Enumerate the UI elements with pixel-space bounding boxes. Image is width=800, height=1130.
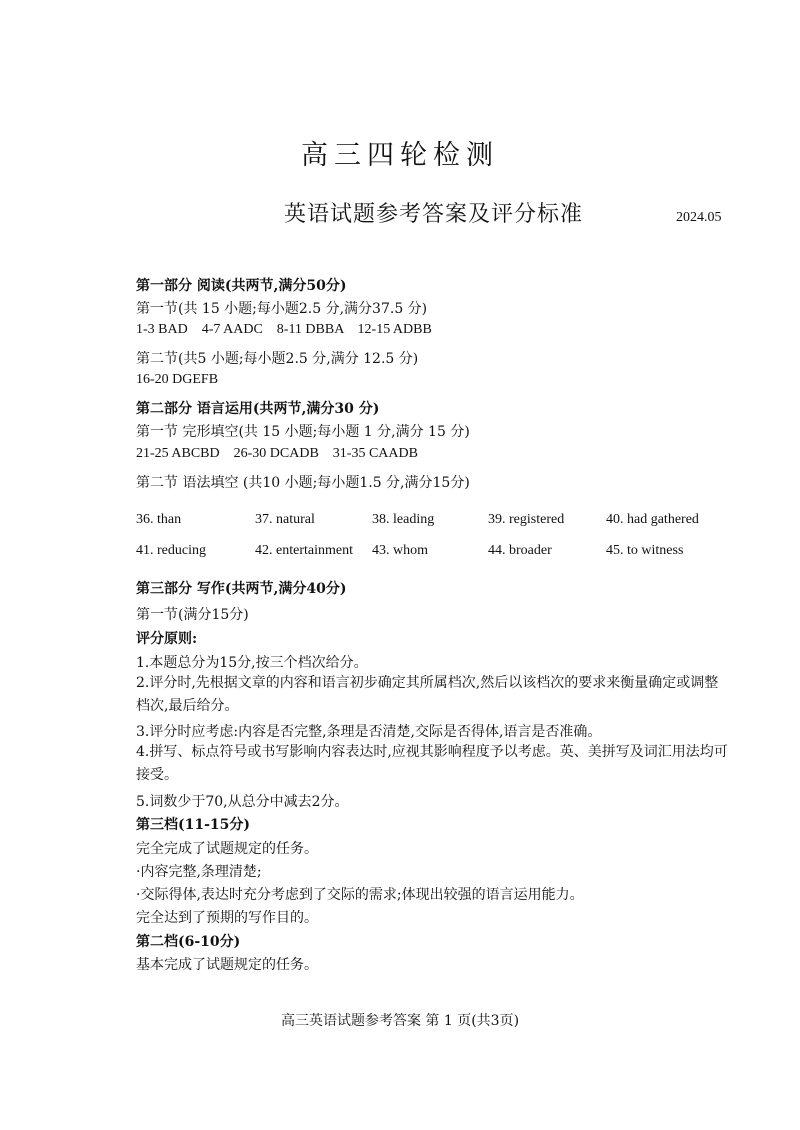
tier3-line: ·内容完整,条理清楚; xyxy=(136,864,262,880)
part1-section2-answers: 16-20 DGEFB xyxy=(136,372,219,387)
scoring-rule-4: 4.拼写、标点符号或书写影响内容表达时,应视其影响程度予以考虑。英、美拼写及词汇用法均可接受。 xyxy=(136,744,728,783)
scoring-rule-2: 2.评分时,先根据文章的内容和语言初步确定其所属档次,然后以该档次的要求来衡量确定或调整档次,最后给分。 xyxy=(136,675,719,714)
scoring-rule-1: 1.本题总分为15分,按三个档次给分。 xyxy=(136,655,368,671)
grammar-answer: 38. leading xyxy=(372,512,435,527)
grammar-answer: 43. whom xyxy=(372,543,428,558)
part1-section2-description: 第二节(共5 小题;每小题2.5 分,满分 12.5 分) xyxy=(136,351,419,367)
grammar-answer: 37. natural xyxy=(255,512,315,527)
grammar-answer: 41. reducing xyxy=(136,543,206,558)
part2-section2-description: 第二节 语法填空 (共10 小题;每小题1.5 分,满分15分) xyxy=(136,475,470,491)
grammar-answer: 44. broader xyxy=(488,543,552,558)
document-date: 2024.05 xyxy=(676,210,722,225)
document-subtitle: 英语试题参考答案及评分标准 xyxy=(284,202,584,227)
grammar-answer: 42. entertainment xyxy=(255,543,353,558)
grammar-answer: 39. registered xyxy=(488,512,565,527)
part1-section1-answers: 1-3 BAD 4-7 AADC 8-11 DBBA 12-15 ADBB xyxy=(136,322,432,337)
tier3-heading: 第三档(11-15分) xyxy=(136,817,251,833)
tier3-line: ·交际得体,表达时充分考虑到了交际的需求;体现出较强的语言运用能力。 xyxy=(136,887,584,903)
part3-section1-description: 第一节(满分15分) xyxy=(136,607,249,623)
tier2-line: 基本完成了试题规定的任务。 xyxy=(136,957,318,973)
part1-heading: 第一部分 阅读(共两节,满分50分) xyxy=(136,278,347,294)
part2-heading: 第二部分 语言运用(共两节,满分30 分) xyxy=(136,401,380,417)
grammar-answer: 45. to witness xyxy=(606,543,684,558)
scoring-rule-5: 5.词数少于70,从总分中减去2分。 xyxy=(136,794,349,810)
scoring-principles-heading: 评分原则: xyxy=(136,631,198,647)
part1-section1-description: 第一节(共 15 小题;每小题2.5 分,满分37.5 分) xyxy=(136,301,428,317)
tier3-line: 完全完成了试题规定的任务。 xyxy=(136,841,318,857)
page-footer: 高三英语试题参考答案 第 1 页(共3页) xyxy=(280,1013,520,1029)
document-title: 高三四轮检测 xyxy=(301,140,499,171)
part2-section1-description: 第一节 完形填空(共 15 小题;每小题 1 分,满分 15 分) xyxy=(136,424,470,440)
tier2-heading: 第二档(6-10分) xyxy=(136,934,241,950)
scoring-rule-3: 3.评分时应考虑:内容是否完整,条理是否清楚,交际是否得体,语言是否准确。 xyxy=(136,724,602,740)
grammar-answer: 36. than xyxy=(136,512,182,527)
grammar-answer: 40. had gathered xyxy=(606,512,699,527)
part3-heading: 第三部分 写作(共两节,满分40分) xyxy=(136,581,347,597)
part2-section1-answers: 21-25 ABCBD 26-30 DCADB 31-35 CAADB xyxy=(136,446,418,461)
tier3-line: 完全达到了预期的写作目的。 xyxy=(136,910,318,926)
